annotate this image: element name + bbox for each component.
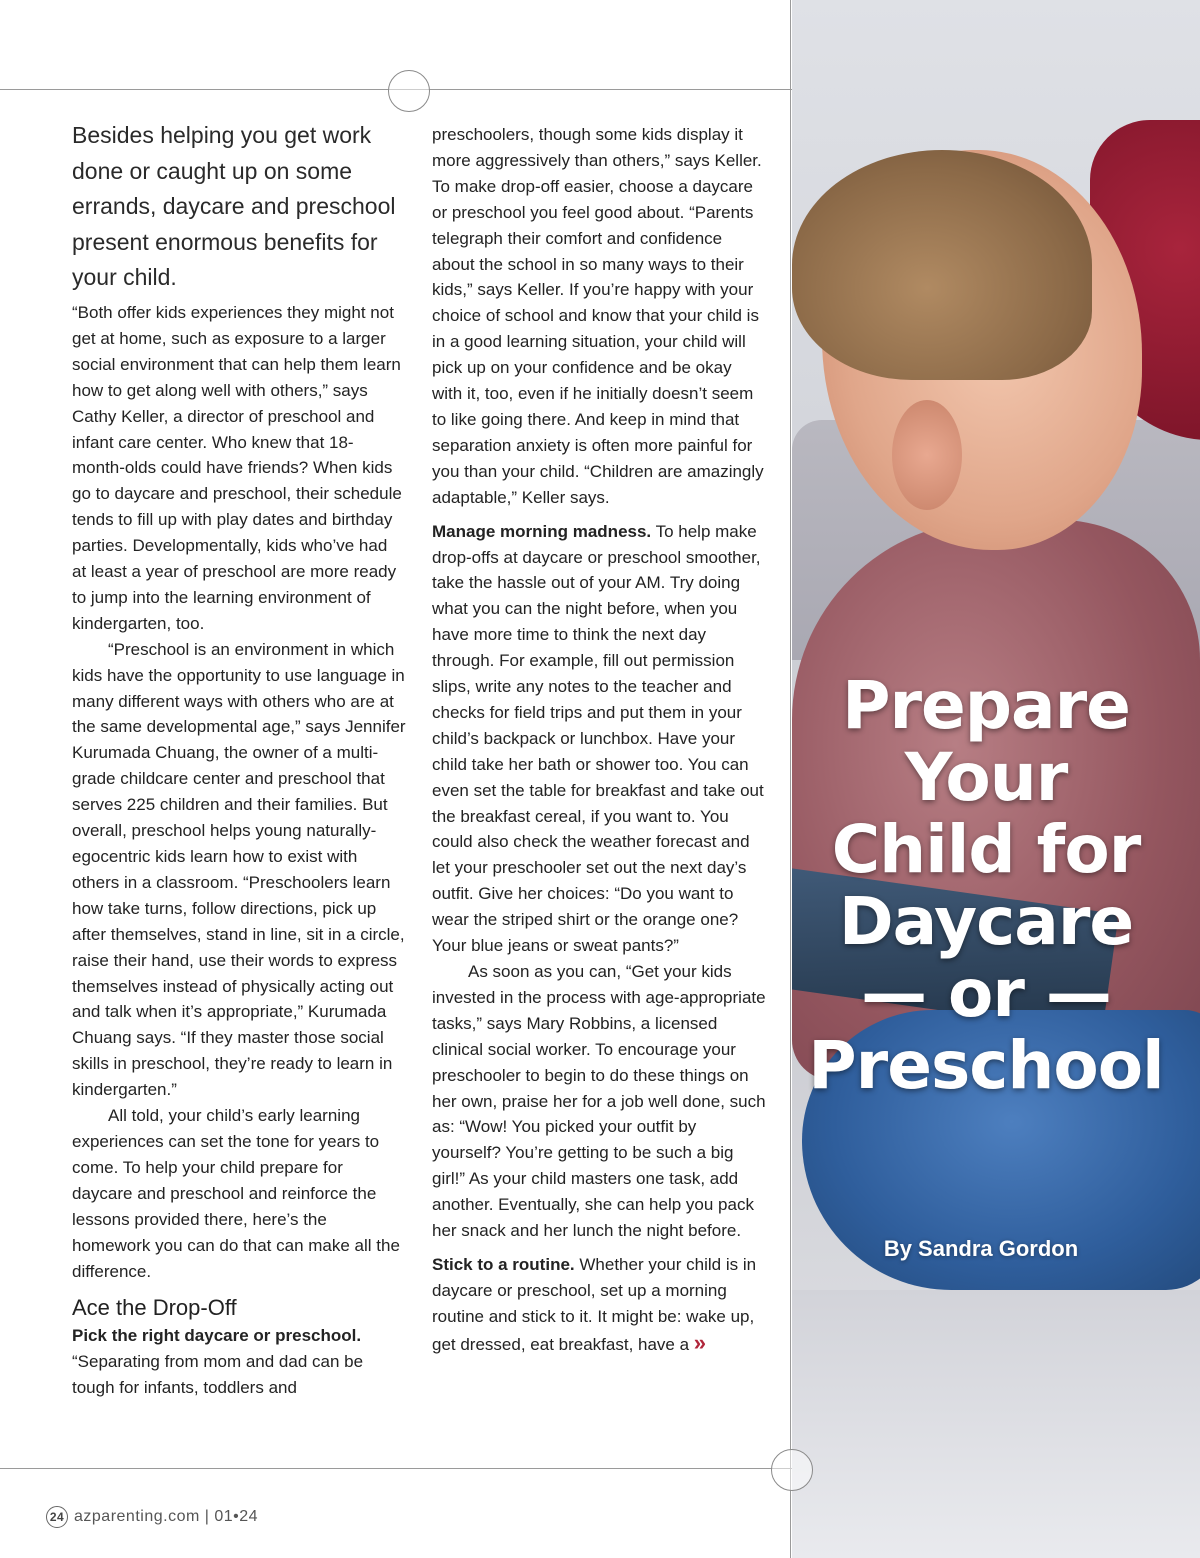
body-paragraph	[432, 519, 766, 959]
intro-paragraph: Besides helping you get work done or caught up on some errands, daycare and preschool present enormous benefits for your child.	[72, 122, 396, 291]
body-paragraph: preschoolers, though some kids display it more aggressively than others,” says Keller. To make drop-off easier, choose a daycare or preschool you feel good about. “Parents telegraph their comfort and confidence about the school in so many ways to their kids,” says Keller. If you’re happy with your choice of school and know that your child is in a good learning situation, your child will pick up on your confidence and be okay with it, too, even if he initially doesn’t seem to like going there. And keep in mind that separation anxiety is often more painful for you than your child. “Children are amazingly adaptable,” Keller says.	[432, 125, 764, 507]
title-line: Your	[904, 739, 1068, 816]
title-line: — or —	[861, 955, 1111, 1032]
photo-child-ear	[892, 400, 962, 510]
title-line: Preschool	[808, 1027, 1164, 1104]
paragraph-text: “Separating from mom and dad can be tough for infants, toddlers and	[72, 1352, 364, 1398]
registration-mark-top	[388, 70, 430, 112]
photo-floor	[792, 1290, 1200, 1558]
page-footer	[46, 1506, 258, 1528]
body-paragraph	[432, 1252, 766, 1358]
body-paragraph: “Both offer kids experiences they might not get at home, such as exposure to a larger social environment that can help them learn how to get along well with others,” says Cathy Keller, a director of preschool and infant care center. Who knew that 18-month-olds could have friends? When kids go to daycare and preschool, their schedule tends to fill up with play dates and birthday parties. Developmentally, kids who’ve had at least a year of preschool are more ready to jump into the learning environment of kindergarten, too.	[72, 302, 402, 633]
photo-child-hair	[792, 150, 1092, 380]
page-number: 24	[46, 1506, 68, 1528]
body-paragraph	[72, 1323, 406, 1401]
byline: By Sandra Gordon	[883, 1236, 1079, 1261]
title-line: Prepare	[842, 667, 1130, 744]
body-paragraph: “Preschool is an environment in which kids have the opportunity to use language in many different ways with others who are at the same developmental age,” says Jennifer Kurumada Chuang, the owner of a multi-grade childcare center and preschool that serves 225 children and their families. But overall, preschool helps young naturally-egocentric kids learn how to exist with others in a classroom. “Preschoolers learn how take turns, follow directions, pick up after themselves, stand in line, sit in a circle, raise their hand, use their words to express themselves instead of physically acting out and talk when it’s appropriate,” Kurumada Chuang says. “If they master those social skills in preschool, they’re ready to learn in kindergarten.”	[72, 639, 406, 1100]
title-line: Child for	[831, 811, 1141, 888]
paragraph-lead: Stick to a routine.	[432, 1254, 575, 1274]
body-paragraph: All told, your child’s early learning experiences can set the tone for years to come. To help your child prepare for daycare and preschool and reinforce the lessons provided there, here’s the homework you can do that can make all the difference.	[72, 1106, 400, 1281]
article-title	[800, 667, 1172, 1104]
trim-line-gutter	[790, 0, 791, 1558]
registration-mark-bottom	[771, 1449, 813, 1491]
text-column-2	[432, 122, 766, 1358]
paragraph-lead: Pick the right daycare or preschool.	[72, 1326, 362, 1346]
body-paragraph: As soon as you can, “Get your kids invested in the process with age-appropriate tasks,” says Mary Robbins, a licensed clinical social worker. To encourage your preschooler to begin to do these things on her own, praise her for a job well done, such as: “Wow! You picked your outfit by yourself? You’re getting to be such a big girl!” As your child masters one task, add another. Eventually, she can help you pack her snack and her lunch the night before.	[432, 962, 766, 1241]
paragraph-text: Whether your child is in daycare or preschool, set up a morning routine and stick to it. It might be: wake up, get dressed, eat breakfast, have a	[432, 1254, 757, 1354]
text-column-1	[72, 118, 406, 1401]
footer-text: azparenting.com | 01•24	[74, 1508, 259, 1525]
section-heading: Ace the Drop-Off	[72, 1295, 237, 1321]
paragraph-lead: Manage morning madness.	[432, 521, 652, 541]
continue-chevron-icon: »	[693, 1329, 707, 1355]
paragraph-text: To help make drop-offs at daycare or preschool smoother, take the hassle out of your AM. Try doing what you can the night before, when you have more time to think the next day through. For example, fill out permission slips, write any notes to the teacher and checks for field trips and put them in your child’s backpack or lunchbox. Have your child take her bath or shower too. You can even set the table for breakfast and take out the breakfast cereal, if you want to. You could also check the weather forecast and let your preschooler set out the next day’s outfit. Give her choices: “Do you want to wear the striped shirt or the orange one? Your blue jeans or sweat pants?”	[432, 521, 764, 956]
title-line: Daycare	[838, 883, 1134, 960]
